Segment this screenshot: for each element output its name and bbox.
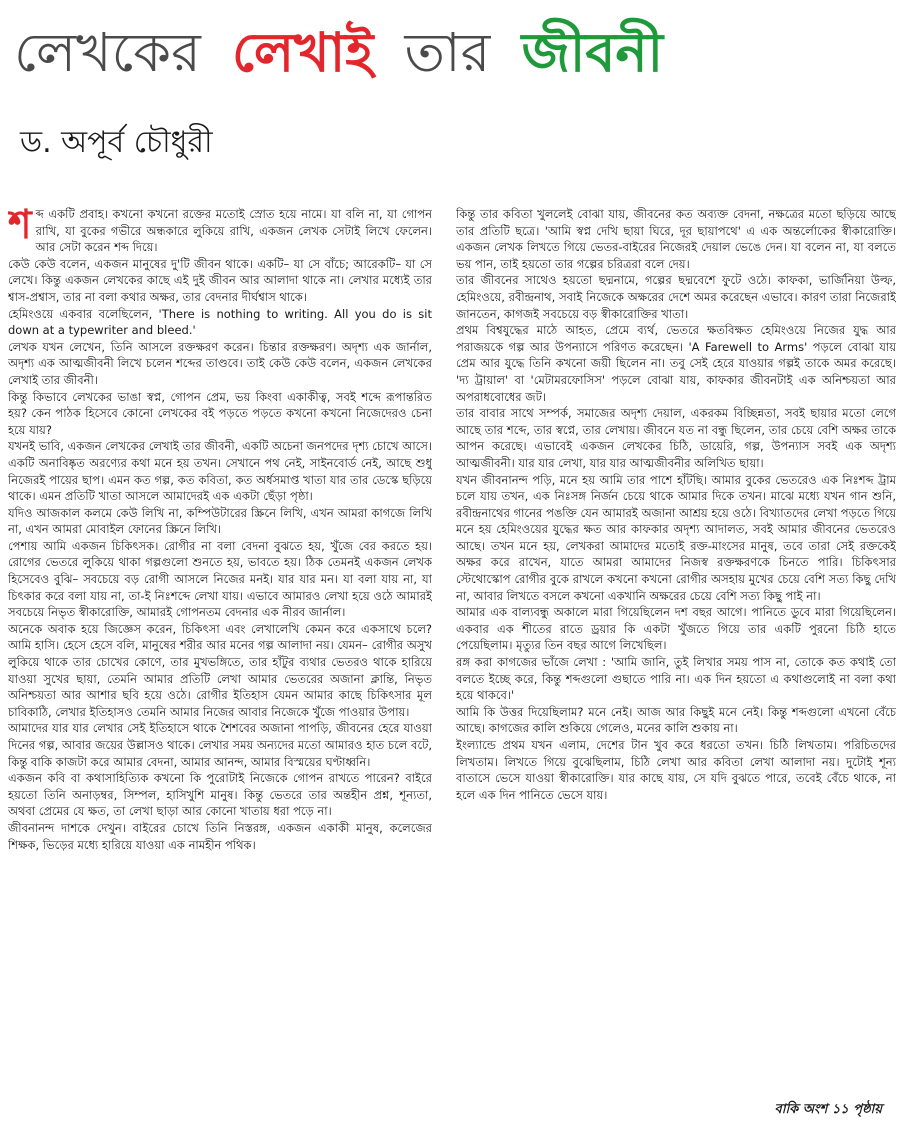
- paragraph: অনেকে অবাক হয়ে জিজ্ঞেস করেন, চিকিৎসা এবং লেখালেখি কেমন করে একসাথে চলে? আমি হাসি। হেসে হেসে বলি, মানুষের শরীর আর মনের গল্প আলাদা নয়। যেমন– রোগীর অসুখ লুকিয়ে থাকে তার চোখের কোণে, তার মুখভঙ্গিতে, তার হাঁটুর ব্যথার ভেতরও থাকে হারিয়ে যাওয়া সুখের ছায়া, তেমনি আমার প্রতিটি লেখা আমার ভেতরের অজানা ক্লান্তি, নিভৃত অনিশ্চয়তা আর আশার ছবি হয়ে ওঠে। রোগীর ইতিহাস যেমন আমার কাছে চিকিৎসার মূল চাবিকাঠি, লেখার ইতিহাসও তেমনি আমার নিজের আবার নিজেকে খুঁজে পাওয়ার উপায়।: [8, 621, 432, 719]
- paragraph: হেমিংওয়ে একবার বলেছিলেন, 'There is nothing to writing. All you do is sit down at a typewriter and bleed.': [8, 306, 432, 338]
- article-column-left: [8, 206, 432, 1106]
- drop-cap: শ: [8, 206, 32, 248]
- paragraph: কিন্তু তার কবিতা খুললেই বোঝা যায়, জীবনের কত অব্যক্ত বেদনা, নক্ষত্রের মতো ছড়িয়ে আছে তার প্রতিটি ছত্রে। 'আমি স্বপ্ন দেখি ছায়া ঘিরে, দূর ছায়াপথে' এ এক অন্তর্লোকের স্বীকারোক্তি। একজন লেখক লিখতে গিয়ে ভেতর-বাইরের নিজেরই দেয়াল ভেঙে দেন। যা বলেন না, যা বলতে ভয় পান, তাই হয়তো তার গল্পের চরিত্ররা বলে দেয়।: [456, 207, 896, 271]
- paragraph: যখনই ভাবি, একজন লেখকের লেখাই তার জীবনী, একটি অচেনা জনপদের দৃশ্য চোখে আসে। একটি অনাবিষ্কৃত অরণ্যের কথা মনে হয় তখন। সেখানে পথ নেই, সাইনবোর্ড নেই, আছে শুধু নিজেরই পায়ের ছাপ। এমন কত গল্প, কত কবিতা, কত অর্ধসমাপ্ত খাতা যার তার ডেস্কে ছড়িয়ে থাকে। এমন প্রতিটি খাতা আসলে আমাদেরই এক একটা ছেঁড়া পৃষ্ঠা।: [8, 439, 432, 504]
- paragraph: যদিও আজকাল কলমে কেউ লিখি না, কম্পিউটারের স্ক্রিনে লিখি, এখন আমরা কাগজে লিখি না, এখন আমরা মোবাইল ফোনের স্ক্রিনে লিখি।: [8, 505, 432, 537]
- headline: [14, 12, 894, 94]
- headline-part-2: লেখাই: [231, 21, 374, 84]
- paragraph: কিন্তু কিভাবে লেখকের ভাঙা স্বপ্ন, গোপন প্রেম, ভয় কিংবা একাকীত্ব, সবই শব্দে রূপান্তরিত হয়? কেন পাঠক হিসেবে কোনো লেখকের বই পড়তে পড়তে কখনো কখনো নিজেদেরও চেনা হয়ে যায়?: [8, 389, 432, 437]
- paragraph: ইংল্যান্ডে প্রথম যখন এলাম, দেশের টান খুব করে ধরতো তখন। চিঠি লিখতাম। পরিচিতদের লিখতাম। লিখতে গিয়ে বুঝেছিলাম, চিঠি লেখা আর কবিতা লেখা আলাদা নয়। দুটোই শূন্য বাতাসে ভেসে যাওয়া স্বীকারোক্তি। যার কাছে যায়, সে যদি বুঝতে পারে, তবেই বেঁচে থাকে, না হলে এক দিন পানিতে ভেসে যায়।: [456, 738, 896, 802]
- headline-part-1: লেখকের: [14, 21, 201, 84]
- paragraph: তার বাবার সাথে সম্পর্ক, সমাজের অদৃশ্য দেয়াল, একরকম বিচ্ছিন্নতা, সবই ছায়ার মতো লেগে আছে তার শব্দে, তার স্বপ্নে, তার লেখায়। জীবনে যত না বন্ধু ছিলেন, তার চেয়ে বেশি অক্ষর তাকে আপন করেছে। এভাবেই একজন লেখকের চিঠি, ডায়েরি, গল্প, উপন্যাস সবই এক অদৃশ্য আত্মজীবনী। যার যার লেখা, যার যার আত্মজীবনীর অলিখিত ছায়া।: [456, 406, 896, 470]
- paragraph: পেশায় আমি একজন চিকিৎসক। রোগীর না বলা বেদনা বুঝতে হয়, খুঁজে বের করতে হয়। রোগের ভেতরে লুকিয়ে থাকা গল্পগুলো শুনতে হয়, ভাবতে হয়। ঠিক তেমনই একজন লেখক হিসেবেও বুঝি– সবচেয়ে বড় রোগী আসলে নিজের মনই। যার যার মন। যা বলা যায় না, যা চিৎকার করে বলা যায় না, তা-ই নিঃশব্দে লেখা যায়। এভাবে আমারও লেখা হয়ে ওঠে আমারই সবচেয়ে নিভৃত স্বীকারোক্তি, আমারই গোপনতম বেদনার এক নীরব জার্নাল।: [8, 538, 432, 620]
- paragraph: আমি কি উত্তর দিয়েছিলাম? মনে নেই। আজ আর কিছুই মনে নেই। কিন্তু শব্দগুলো এখনো বেঁচে আছে। কাগজের কালি শুকিয়ে গেলেও, মনের কালি শুকায় না।: [456, 704, 896, 736]
- article-column-right: [456, 206, 896, 1106]
- paragraph: যখন জীবনানন্দ পড়ি, মনে হয় আমি তার পাশে হাঁটছি। আমার বুকের ভেতরেও এক নিঃশব্দ ট্রাম চলে যায় তখন, এক নিঃসঙ্গ নির্জন চেয়ে থাকে আমার দিকে তখন। মাঝে মধ্যে যখন গান শুনি, রবীন্দ্রনাথের গানের পঙক্তি যেন আমারই অজানা আশ্রয় হয়ে ওঠে। বিখ্যাতদের লেখা পড়তে গিয়ে মনে হয় হেমিংওয়ের যুদ্ধের ক্ষত আর কাফকার অদৃশ্য আদালত, সবই আমার জীবনের ভেতরেও আছে। তখন মনে হয়, লেখকরা আমাদের মতোই রক্ত-মাংসের মানুষ, তবে তারা সেই রক্তকেই অক্ষর করে রাখেন, যাতে আমরা আমাদের নিজস্ব রক্তক্ষরণকে চিনতে পারি। চিকিৎসার স্টেথোস্কোপ রোগীর বুকে রাখলে কখনো কখনো রোগীর অসহায় মুখের চেয়ে বেশি সত্য কিছু দেখি না, আবার লিখতে বসলে কখনো একখানি অক্ষরের চেয়ে বেশি সত্য কিছু পাই না।: [456, 472, 896, 603]
- paragraph: আমার এক বাল্যবন্ধু অকালে মারা গিয়েছিলেন দশ বছর আগে। পানিতে ডুবে মারা গিয়েছিলেন। একবার এক শীতের রাতে ড্রয়ার কি একটা খুঁজতে গিয়ে তার একটি পুরনো চিঠি হাতে পেয়েছিলাম। মৃত্যুর তিন বছর আগে লিখেছিল।: [456, 605, 896, 653]
- headline-part-3: তার: [404, 21, 491, 84]
- paragraph: ব্দ একটি প্রবাহ। কখনো কখনো রক্তের মতোই স্রোত হয়ে নামে। যা বলি না, যা গোপন রাখি, যা বুকের গভীরে অন্ধকারে লুকিয়ে রাখি, একজন লেখক সেটাই লিখে ফেলেন। আর সেটা করেন শব্দ দিয়ে।: [35, 207, 432, 255]
- paragraph: আমাদের যার যার লেখার সেই ইতিহাসে থাকে শৈশবের অজানা পাপড়ি, জীবনের হেরে যাওয়া দিনের গল্প, আবার জয়ের উল্লাসও থাকে। লেখার সময় অন্যদের মতো আমারও হাত চলে বটে, কিন্তু বাকি কাজটা করে আমার বেদনা, আমার আনন্দ, আমার বিস্ময়ের ঘণ্টাধ্বনি।: [8, 721, 432, 769]
- paragraph: একজন কবি বা কথাসাহিত্যিক কখনো কি পুরোটাই নিজেকে গোপন রাখতে পারেন? বাইরে হয়তো তিনি অনাড়ম্বর, সিম্পল, হাসিখুশি মানুষ। কিন্তু ভেতরে তার অন্তহীন প্রশ্ন, শূন্যতা, অথবা প্রেমের যে ক্ষত, তা লেখা ছাড়া আর কোনো খাতায় ধরা পড়ে না।: [8, 771, 432, 819]
- paragraph: কেউ কেউ বলেন, একজন মানুষের দু'টি জীবন থাকে। একটি– যা সে বাঁচে; আরেকটি– যা সে লেখে। কিন্তু একজন লেখকের কাছে এই দুই জীবন আর আলাদা থাকে না। লেখার মধ্যেই তার শ্বাস-প্রশ্বাস, তার না বলা কথার অক্ষর, তার বেদনার দীর্ঘশ্বাস থাকে।: [8, 256, 432, 304]
- continued-on-page-note: বাকি অংশ ১১ পৃষ্ঠায়: [774, 1102, 882, 1117]
- paragraph: প্রথম বিশ্বযুদ্ধের মাঠে আহত, প্রেমে ব্যর্থ, ভেতরে ক্ষতবিক্ষত হেমিংওয়ে নিজের যুদ্ধ আর পরাজয়কে গল্প আর উপন্যাসে পরিণত করেছেন। 'A Farewell to Arms' পড়লে বোঝা যায় প্রেম আর যুদ্ধে তিনি কখনো জয়ী ছিলেন না। তবু সেই হেরে যাওয়ার গল্পই তাকে অমর করেছে। 'দ্য ট্রায়াল' বা 'মেটামরফোসিস' পড়লে বোঝা যায়, কাফকার জীবনটাই এক অনিশ্চয়তা আর অপরাধবোধের জট।: [456, 323, 896, 404]
- headline-part-4: জীবনী: [521, 21, 664, 84]
- author-byline: ড. অপূর্ব চৌধুরী: [20, 125, 213, 160]
- paragraph: তার জীবনের সাথেও হয়তো ছদ্মনামে, গল্পের ছদ্মবেশে ফুটে ওঠে। কাফকা, ভার্জিনিয়া উল্ফ, হেমিংওয়ে, রবীন্দ্রনাথ, সবাই নিজেকে অক্ষরের দেশে অমর করেছেন এভাবে। কারণ তারা নিজেরাই জানতেন, কাগজই সবচেয়ে বড় স্বীকারোক্তির খাতা।: [456, 273, 896, 321]
- paragraph: রঙ্গ করা কাগজের ভাঁজে লেখা : 'আমি জানি, তুই লিখার সময় পাস না, তোকে কত কথাই তো বলতে ইচ্ছে করে, কিন্তু শব্দগুলো গুছাতে পারি না। এক দিন হয়তো এ কথাগুলোই না বলা কথা হয়ে থাকবে।': [456, 655, 896, 703]
- paragraph: লেখক যখন লেখেন, তিনি আসলে রক্তক্ষরণ করেন। চিন্তার রক্তক্ষরণ। অদৃশ্য এক জার্নাল, অদৃশ্য এক আত্মজীবনী লিখে চলেন শব্দের তাণ্ডবে। তাই কেউ কেউ বলেন, একজন লেখকের লেখাই তার জীবনী।: [8, 339, 432, 387]
- paragraph: জীবনানন্দ দাশকে দেখুন। বাইরের চোখে তিনি নিস্তরঙ্গ, একজন একাকী মানুষ, কলেজের শিক্ষক, ভিড়ের মধ্যে হারিয়ে যাওয়া এক নামহীন পথিক।: [8, 820, 432, 852]
